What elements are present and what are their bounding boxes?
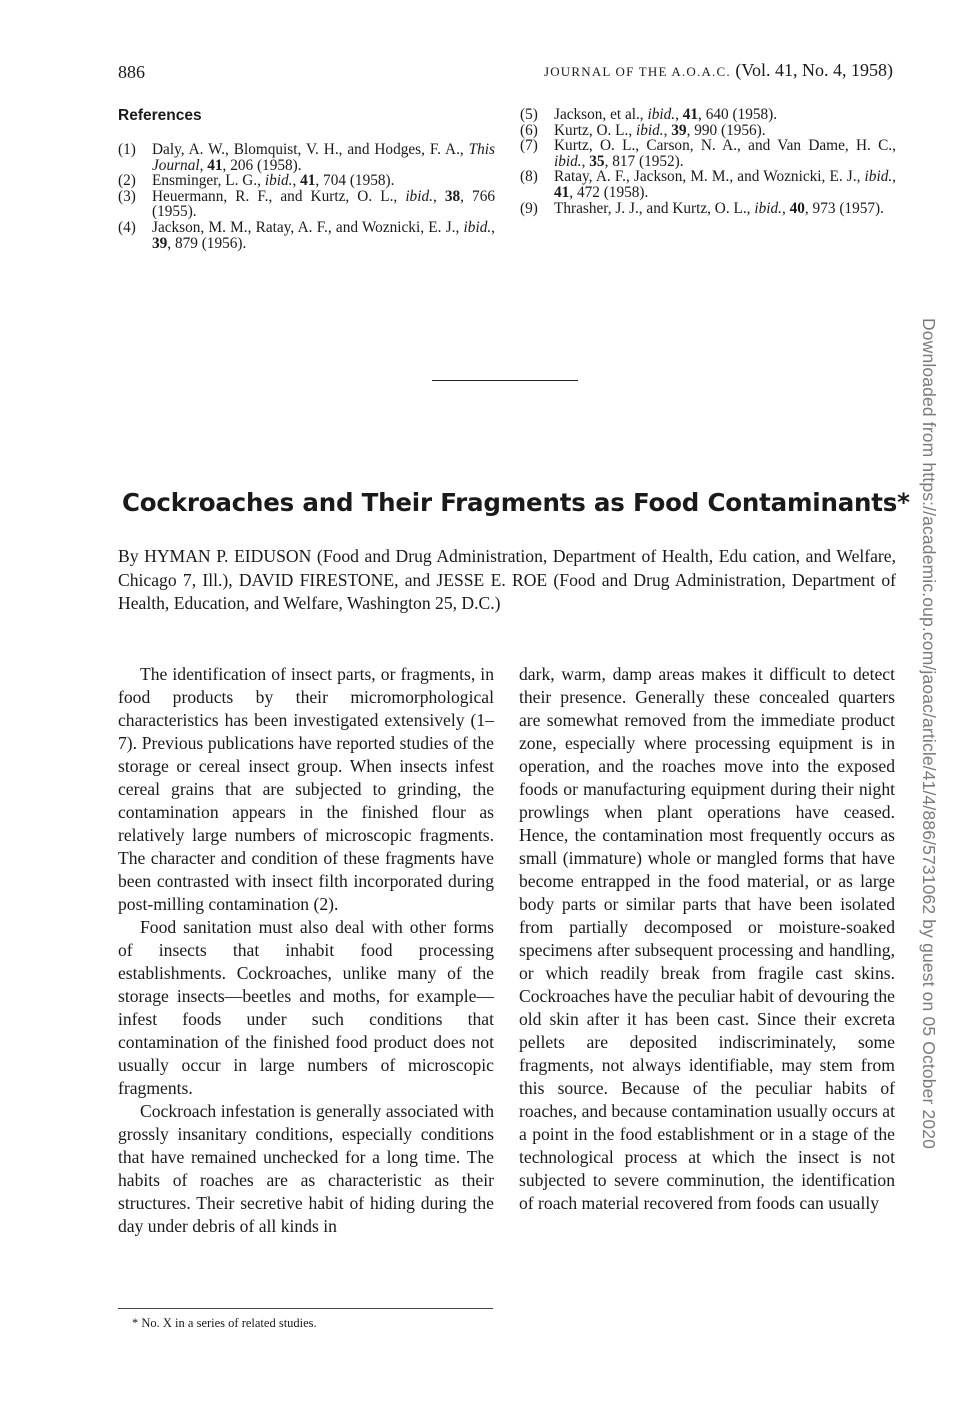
reference-volume: 39 [152, 234, 168, 252]
reference-journal: ibid. [463, 218, 492, 236]
reference-authors: Daly, A. W., Blomquist, V. H., and Hodges, F. A., [152, 141, 469, 158]
paragraph: Food sanitation must also deal with other forms of insects that inhabit food processing establishments. Cockroaches, unlike many of the storage insects—beetles and moths, for example—infest foods under such conditions that contamination of the finished food product does not usually occur in large numbers of microscopic fragments. [118, 917, 494, 1098]
paragraph: The identification of insect parts, or fragments, in food products by their micromorphological characteristics has been investigated extensively (1–7). Previous publications have reported studies of the storage or cereal insect group. When insects infest cereal grains that are subjected to grinding, the contamination appears in the finished flour as relatively large numbers of microscopic fragments. The character and condition of these fragments have been contrasted with insect filth incorporated during post-milling contamination (2). [118, 664, 494, 914]
reference-journal: ibid. [554, 152, 582, 170]
reference-number: (8) [520, 168, 538, 186]
reference-volume: 41 [554, 183, 570, 201]
reference-authors: Ratay, A. F., Jackson, M. M., and Woznicki, E. J., [554, 168, 865, 186]
reference-sep: , [199, 156, 208, 174]
reference-number: (5) [520, 106, 538, 123]
reference-journal: ibid. [405, 187, 433, 205]
reference-number: (7) [520, 137, 538, 155]
article-byline: By HYMAN P. EIDUSON (Food and Drug Administration, Department of Health, Edu cation, and Welfare, Chicago 7, Ill.), DAVID FIRESTONE, and JESSE E. ROE (Food and Drug Administration, Department of Health, Education, and Welfare, Washington 25, D.C.) [118, 546, 896, 613]
section-divider [432, 380, 578, 381]
reference-item [520, 123, 896, 139]
reference-citation: , 704 (1958). [315, 172, 395, 190]
reference-citation: , 973 (1957). [804, 199, 884, 217]
reference-authors: Kurtz, O. L., Carson, N. A., and Van Dame, H. C., [554, 137, 896, 155]
reference-authors: Jackson, et al., [554, 106, 648, 123]
body-column-right [519, 663, 895, 1215]
reference-authors: Jackson, M. M., Ratay, A. F., and Woznicki, E. J., [152, 218, 464, 236]
reference-volume: 41 [207, 156, 223, 174]
journal-name: JOURNAL OF THE A.O.A.C. [543, 64, 731, 79]
reference-number: (2) [118, 172, 136, 190]
reference-sep: , [581, 152, 590, 170]
reference-volume: 41 [300, 172, 316, 190]
reference-authors: Heuermann, R. F., and Kurtz, O. L., [152, 187, 406, 205]
reference-volume: 41 [682, 106, 699, 123]
reference-sep: , [491, 218, 495, 236]
reference-volume: 38 [444, 187, 461, 205]
download-stamp: Downloaded from https://academic.oup.com/jaoac/article/41/4/886/5731062 by guest on 05 October 2020 [919, 318, 939, 1150]
reference-citation: , 472 (1958). [569, 183, 649, 201]
reference-item [520, 138, 896, 169]
reference-item [118, 220, 495, 251]
reference-citation: , 879 (1956). [167, 234, 247, 252]
reference-volume: 40 [789, 199, 805, 217]
reference-journal: ibid. [647, 106, 676, 123]
reference-number: (4) [118, 218, 136, 236]
reference-citation: , 990 (1956). [686, 121, 766, 139]
article-title: Cockroaches and Their Fragments as Food Contaminants* [122, 488, 910, 517]
footnote-rule [118, 1308, 493, 1309]
reference-journal: ibid. [264, 172, 293, 190]
volume-info: (Vol. 41, No. 4, 1958) [735, 60, 893, 80]
reference-sep: , [781, 199, 790, 217]
reference-sep: , [432, 187, 445, 205]
references-heading: References [118, 107, 202, 124]
references-list-left [118, 142, 495, 251]
reference-item [520, 169, 896, 200]
running-head [544, 60, 893, 81]
reference-volume: 39 [671, 121, 687, 139]
reference-item [520, 201, 896, 217]
reference-authors: Kurtz, O. L., [554, 121, 636, 139]
reference-citation: , 817 (1952). [604, 152, 684, 170]
reference-journal: ibid. [754, 199, 782, 217]
reference-item [118, 189, 495, 220]
reference-journal: ibid. [864, 168, 893, 186]
reference-item [118, 142, 495, 173]
reference-sep: , [675, 106, 683, 123]
reference-sep: , [292, 172, 301, 190]
reference-journal: ibid. [636, 121, 664, 139]
references-list-right [520, 107, 896, 216]
footnote: * No. X in a series of related studies. [132, 1316, 317, 1330]
reference-sep: , [663, 121, 672, 139]
reference-number: (3) [118, 187, 136, 205]
reference-authors: Ensminger, L. G., [152, 172, 265, 190]
reference-sep: , [892, 168, 896, 186]
reference-number: (6) [520, 121, 538, 139]
reference-item [118, 173, 495, 189]
paragraph: Cockroach infestation is generally associated with grossly insanitary conditions, especially conditions that have remained unchecked for a long time. The habits of roaches are as characteristic as their structures. Their secretive habit of hiding during the day under debris of all kinds in [118, 1101, 494, 1236]
body-column-left [118, 663, 494, 1238]
reference-citation: , 206 (1958). [222, 156, 302, 174]
reference-number: (1) [118, 141, 136, 158]
reference-citation: , 766 (1955). [152, 187, 495, 221]
reference-journal: This Journal [152, 141, 495, 174]
reference-authors: Thrasher, J. J., and Kurtz, O. L., [554, 199, 755, 217]
reference-volume: 35 [589, 152, 605, 170]
paragraph: dark, warm, damp areas makes it difficult to detect their presence. Generally these concealed quarters are somewhat removed from the immediate product zone, especially where processing equipment is in operation, and the roaches move into the exposed foods or manufacturing equipment during their night prowlings when plant operations have ceased. Hence, the contamination most frequently occurs as small (immature) whole or mangled forms that have become entrapped in the food material, or as large body parts or similar parts that have been isolated from partially decomposed or moisture-soaked specimens after subsequent processing and handling, or which readily break from fragile cast skins. Cockroaches have the peculiar habit of devouring the old skin after it has been cast. Since their excreta pellets are deposited indiscriminately, some fragments, not always identifiable, may stem from this source. Because of the peculiar habits of roaches, and because contamination usually occurs at a point in the food establishment or in a stage of the technological process at which the insect is not subjected to severe comminution, the identification of roach material recovered from foods can usually [519, 664, 895, 1213]
reference-number: (9) [520, 199, 538, 217]
reference-citation: , 640 (1958). [698, 106, 778, 123]
reference-item [520, 107, 896, 123]
page-number: 886 [118, 62, 145, 82]
